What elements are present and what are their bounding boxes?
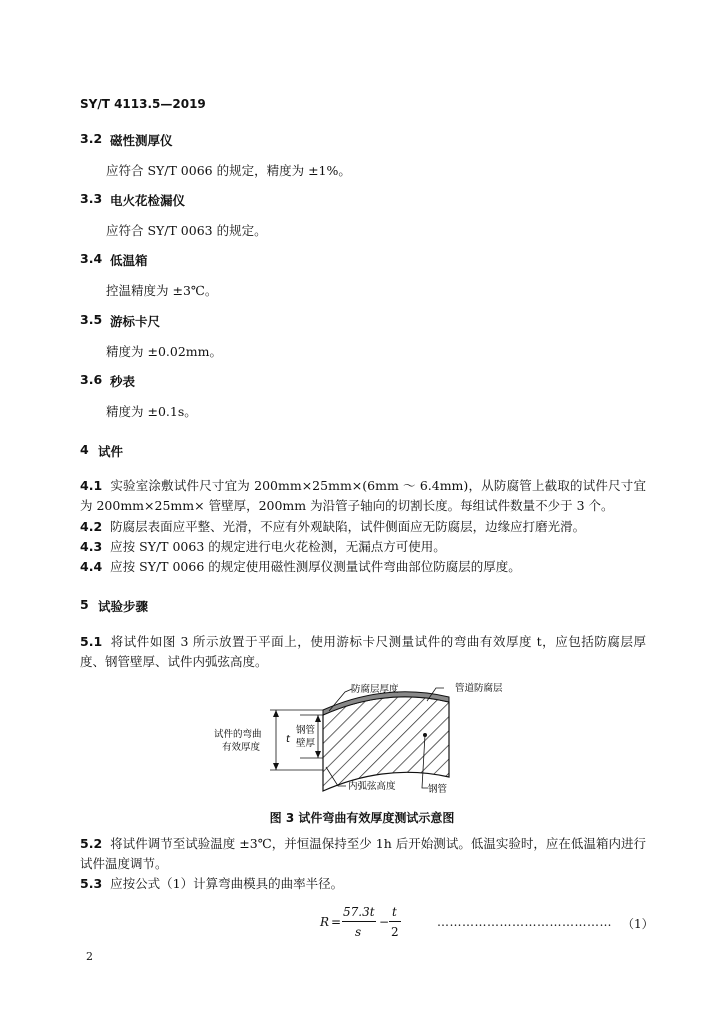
paragraph-number: 4.4 (80, 559, 103, 574)
paragraph-number: 4.1 (80, 478, 103, 493)
paragraph-number: 5.2 (80, 836, 103, 851)
label-steel-pipe: 钢管 (428, 784, 448, 795)
formula-leader-dots: …………………………………… (437, 915, 612, 929)
formula-lhs: R (320, 915, 330, 929)
equation-number: （1） (622, 917, 654, 931)
paragraph-4-1 (80, 476, 646, 516)
section-number: 3.2 (80, 131, 103, 146)
label-pipe-coating: 管道防腐层 (455, 683, 503, 694)
figure-3-diagram (0, 670, 724, 805)
section-title: 低温箱 (110, 253, 148, 268)
fraction-bar-1 (342, 921, 376, 922)
section-number: 3.3 (80, 191, 103, 206)
paragraph-text: 将试件调节至试验温度 ±3℃，并恒温保持至少 1h 后开始测试。低温实验时，应在低温箱内进行试件温度调节。 (80, 836, 646, 871)
standard-header: SY/T 4113.5—2019 (80, 97, 206, 111)
section-number: 3.6 (80, 372, 103, 387)
section-number: 4 (80, 442, 89, 457)
formula-numerator-2: t (392, 905, 397, 919)
paragraph-text: 防腐层表面应平整、光滑，不应有外观缺陷，试件侧面应无防腐层，边缘应打磨光滑。 (110, 519, 586, 534)
paragraph-text: 将试件如图 3 所示放置于平面上，使用游标卡尺测量试件的弯曲有效厚度 t，应包括防腐层厚度、钢管壁厚、试件内弧弦高度。 (80, 634, 646, 669)
section-title: 试件 (98, 444, 124, 459)
section-text: 精度为 ±0.1s。 (106, 404, 197, 419)
label-coating-thickness: 防腐层厚度 (351, 684, 399, 695)
paragraph-text: 应按 SY/T 0066 的规定使用磁性测厚仪测量试件弯曲部位防腐层的厚度。 (110, 559, 521, 574)
section-number: 3.5 (80, 312, 103, 327)
section-title: 游标卡尺 (110, 314, 161, 329)
figure-caption: 图 3 试件弯曲有效厚度测试示意图 (269, 811, 455, 825)
formula-denominator-2: 2 (391, 925, 399, 939)
label-wall-2: 壁厚 (296, 738, 316, 749)
paragraph-number: 4.3 (80, 539, 103, 554)
section-title: 磁性测厚仪 (110, 133, 173, 148)
paragraph-text: 实验室涂敷试件尺寸宜为 200mm×25mm×(6mm ～ 6.4mm)，从防腐管上截取的试件尺寸宜为 200mm×25mm× 管壁厚，200mm 为沿管子轴向的切割长度。每组试件数量不少于 3 个。 (80, 478, 646, 513)
label-effective-thickness-2: 有效厚度 (222, 742, 261, 753)
formula-minus: − (379, 915, 390, 929)
paragraph-text: 应按 SY/T 0063 的规定进行电火花检测，无漏点方可使用。 (110, 539, 446, 554)
label-chord-height: 内弧弦高度 (348, 781, 396, 792)
label-effective-thickness-1: 试件的弯曲 (214, 729, 262, 740)
paragraph-number: 4.2 (80, 519, 103, 534)
section-number: 5 (80, 597, 89, 612)
paragraph-number: 5.3 (80, 876, 103, 891)
page-number: 2 (86, 950, 93, 963)
section-title: 电火花检漏仪 (110, 193, 186, 208)
section-number: 3.4 (80, 251, 103, 266)
paragraph-5-2 (80, 834, 646, 874)
formula-numerator-1: 57.3t (343, 905, 375, 919)
formula-denominator-1: s (355, 925, 362, 939)
section-text: 应符合 SY/T 0066 的规定，精度为 ±1%。 (106, 163, 351, 178)
section-text: 精度为 ±0.02mm。 (106, 344, 222, 359)
formula-1 (318, 902, 408, 942)
section-text: 控温精度为 ±3℃。 (106, 283, 218, 298)
paragraph-number: 5.1 (80, 634, 103, 649)
fraction-bar-2 (389, 921, 401, 922)
paragraph-5-3 (80, 874, 646, 894)
section-text: 应符合 SY/T 0063 的规定。 (106, 223, 267, 238)
paragraph-4-4 (80, 557, 646, 577)
paragraph-4-3 (80, 537, 646, 557)
paragraph-text: 应按公式（1）计算弯曲模具的曲率半径。 (110, 876, 344, 891)
label-wall-1: 钢管 (296, 725, 316, 736)
paragraph-4-2 (80, 517, 646, 537)
section-title: 试验步骤 (98, 599, 149, 614)
formula-equals: = (331, 915, 342, 929)
steel-pipe-section (323, 697, 449, 791)
section-title: 秒表 (110, 374, 136, 389)
paragraph-5-1 (80, 632, 646, 672)
label-t: t (286, 734, 290, 745)
